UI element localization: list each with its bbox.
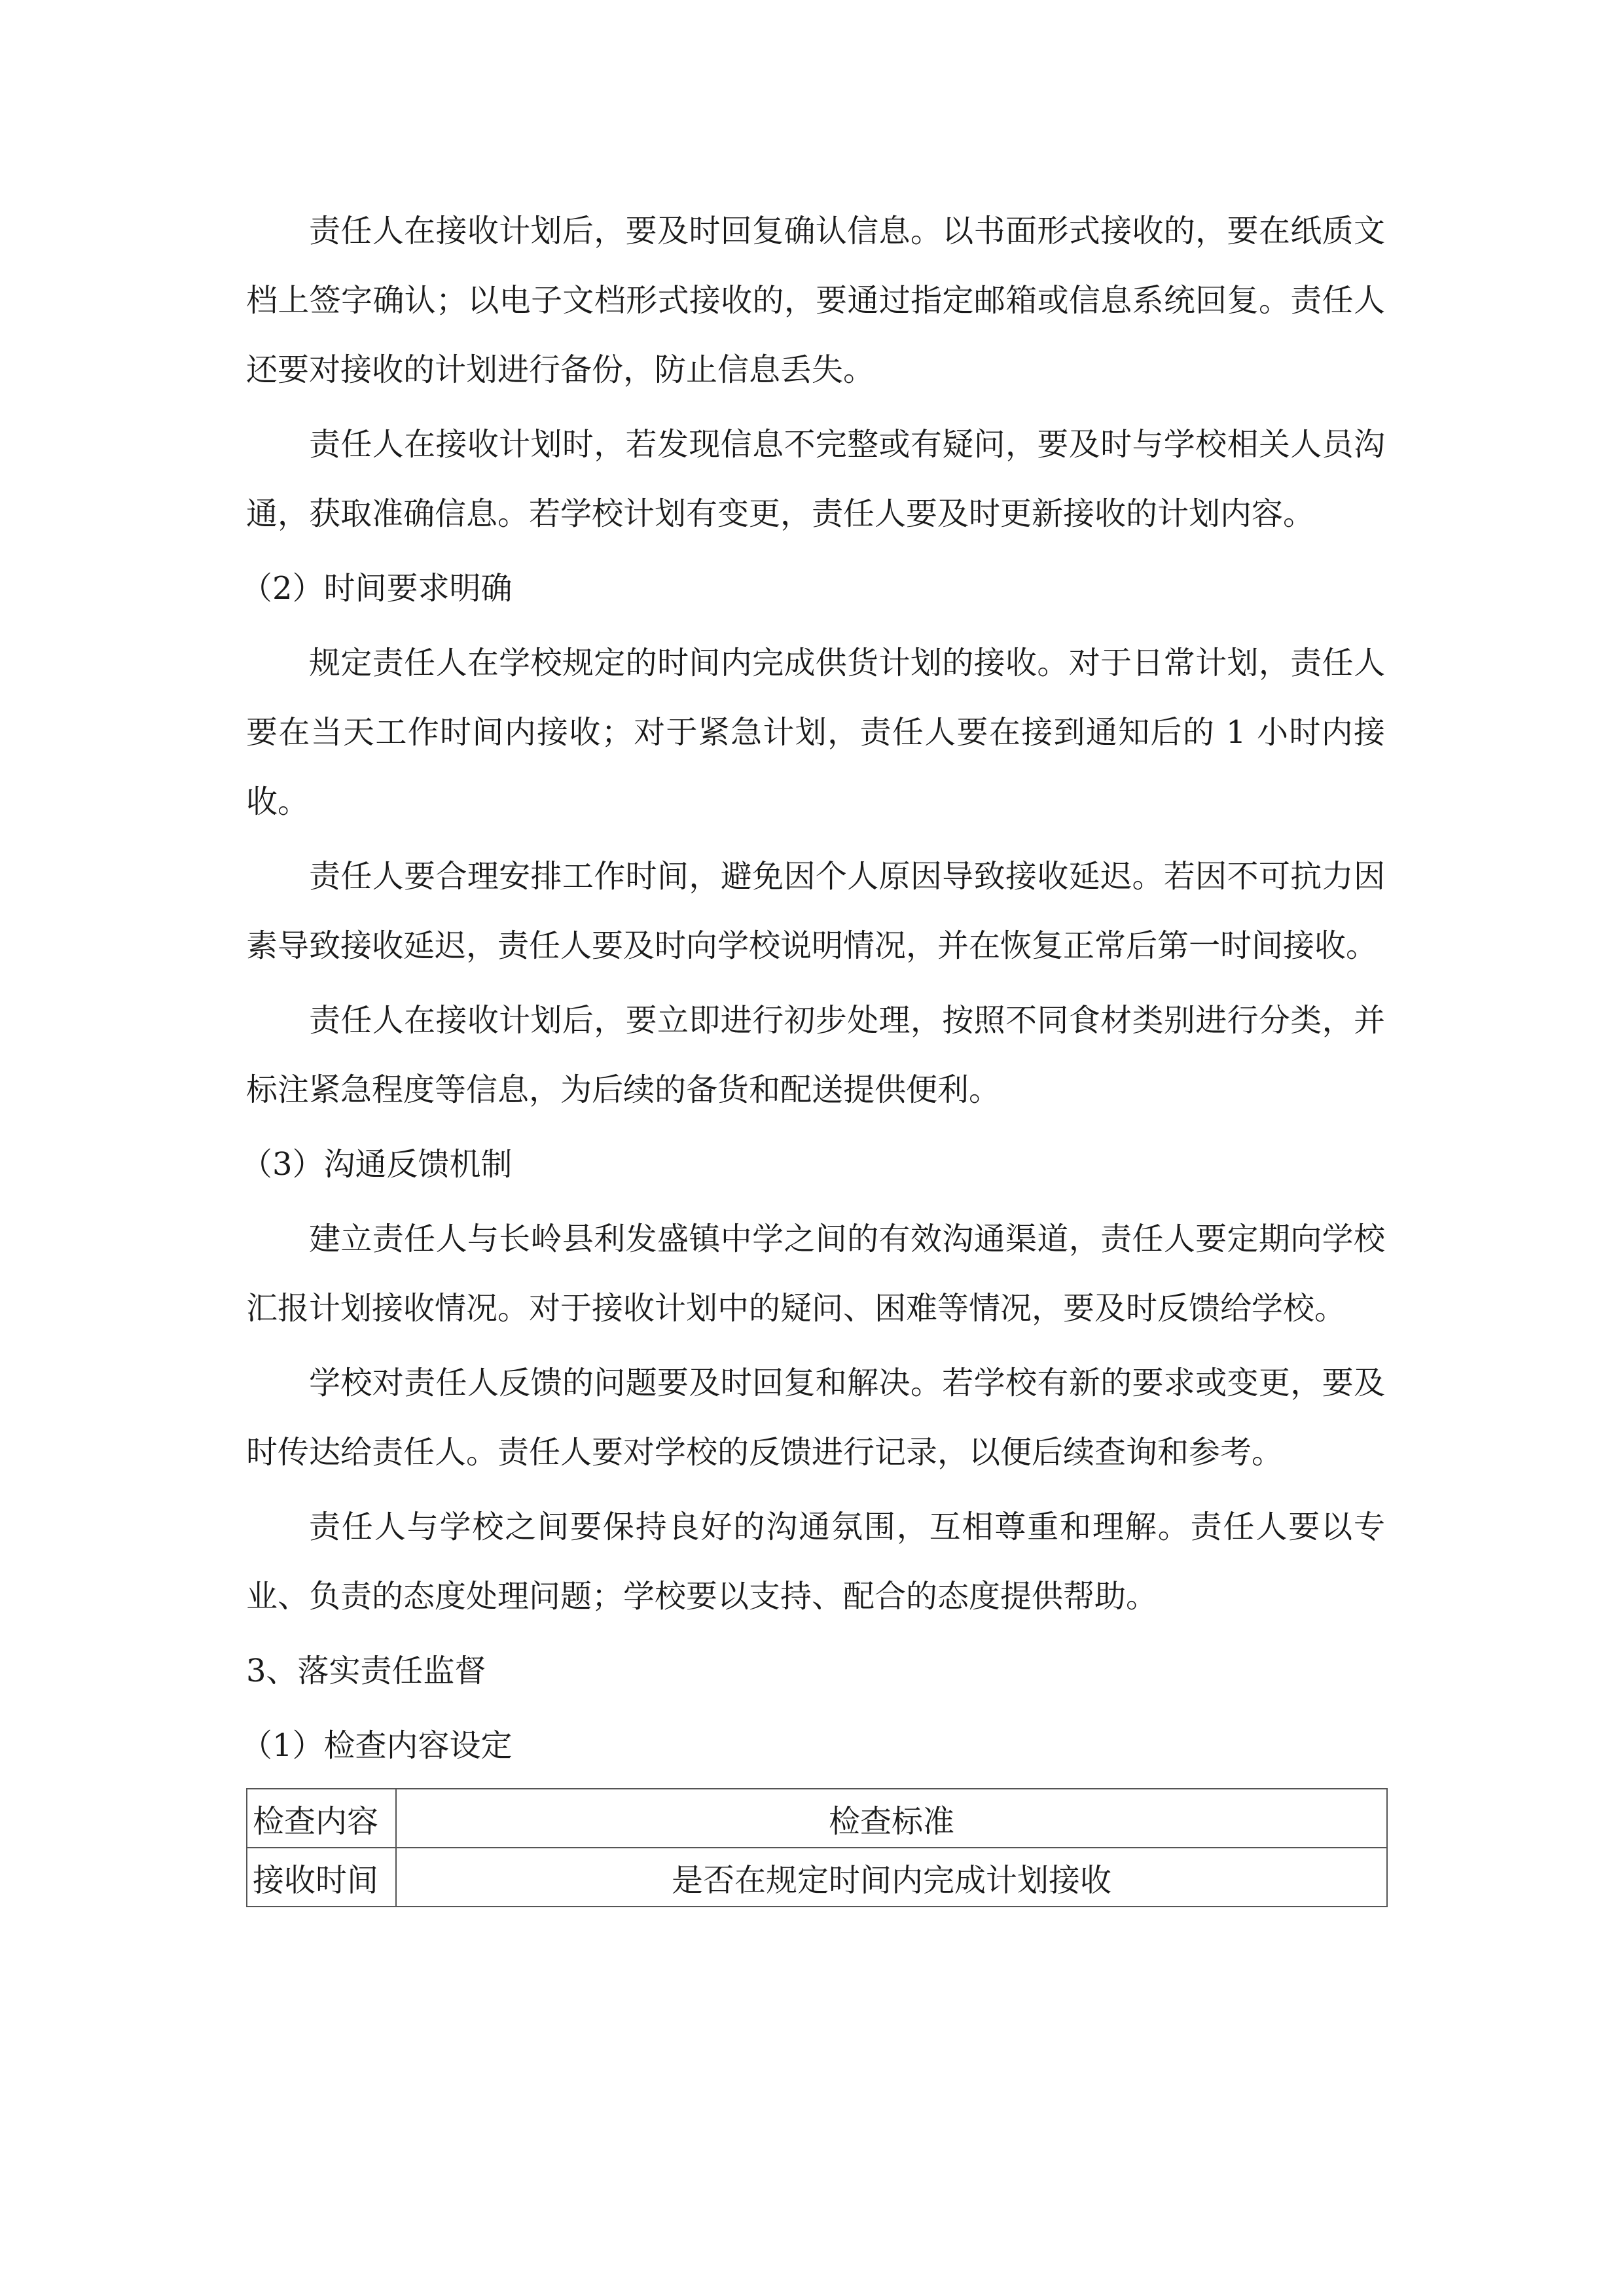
- document-page: [241, 196, 1385, 1907]
- table-header-row: [247, 1789, 1387, 1848]
- table-cell: 接收时间: [247, 1848, 396, 1907]
- inspection-table: [246, 1788, 1388, 1907]
- heading-inspection-content: （1）检查内容设定: [241, 1727, 513, 1764]
- paragraph-confirm-receipt: 责任人在接收计划后，要及时回复确认信息。以书面形式接收的，要在纸质文档上签字确认；以电子文档形式接收的，要通过指定邮箱或信息系统回复。责任人还要对接收的计划进行备份，防止信息丢失。: [246, 213, 1385, 388]
- section-title-supervision: 3、落实责任监督: [246, 1653, 486, 1689]
- paragraph-initial-processing: 责任人在接收计划后，要立即进行初步处理，按照不同食材类别进行分类，并标注紧急程度等信息，为后续的备货和配送提供便利。: [246, 1002, 1385, 1108]
- paragraph-communication-channel: 建立责任人与长岭县利发盛镇中学之间的有效沟通渠道，责任人要定期向学校汇报计划接收情况。对于接收计划中的疑问、困难等情况，要及时反馈给学校。: [246, 1221, 1385, 1327]
- paragraph-incomplete-info: 责任人在接收计划时，若发现信息不完整或有疑问，要及时与学校相关人员沟通，获取准确信息。若学校计划有变更，责任人要及时更新接收的计划内容。: [246, 426, 1385, 532]
- paragraph-schedule: 责任人要合理安排工作时间，避免因个人原因导致接收延迟。若因不可抗力因素导致接收延迟，责任人要及时向学校说明情况，并在恢复正常后第一时间接收。: [246, 858, 1385, 964]
- paragraph-communication-atmosphere: 责任人与学校之间要保持良好的沟通氛围，互相尊重和理解。责任人要以专业、负责的态度处理问题；学校要以支持、配合的态度提供帮助。: [246, 1509, 1385, 1615]
- paragraph-school-reply: 学校对责任人反馈的问题要及时回复和解决。若学校有新的要求或变更，要及时传达给责任人。责任人要对学校的反馈进行记录，以便后续查询和参考。: [246, 1365, 1385, 1471]
- paragraph-time-limit: 规定责任人在学校规定的时间内完成供货计划的接收。对于日常计划，责任人要在当天工作时间内接收；对于紧急计划，责任人要在接到通知后的 1 小时内接收。: [246, 645, 1385, 820]
- heading-feedback-mechanism: （3）沟通反馈机制: [241, 1146, 513, 1183]
- table-cell: 是否在规定时间内完成计划接收: [396, 1848, 1387, 1907]
- table-row: [247, 1848, 1387, 1907]
- table-header-cell: 检查内容: [247, 1789, 396, 1848]
- heading-time-requirements: （2）时间要求明确: [241, 570, 513, 607]
- table-header-cell: 检查标准: [396, 1789, 1387, 1848]
